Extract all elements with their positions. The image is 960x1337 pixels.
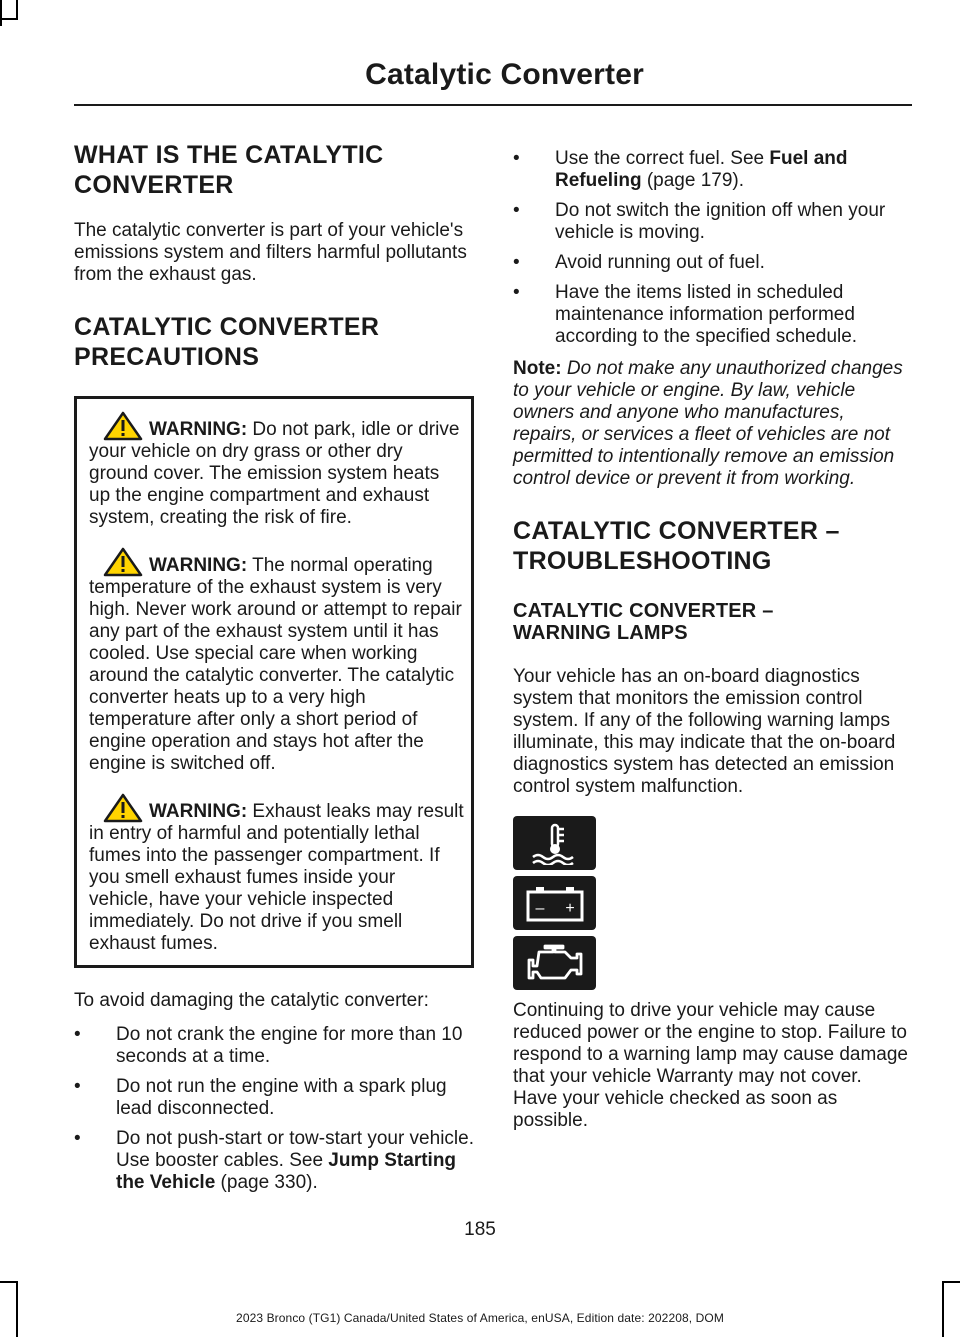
avoid-damage-intro: To avoid damaging the catalytic converter: xyxy=(74,990,429,1011)
battery-minus-label: – xyxy=(535,900,544,917)
section-body: The catalytic converter is part of your vehicle's emissions system and filters harmful pollutants from the exhaust gas. xyxy=(74,220,467,285)
warning-triangle-icon xyxy=(103,793,143,823)
page-header-title: Catalytic Converter xyxy=(365,58,644,91)
avoid-damage-list-continued xyxy=(513,148,910,348)
crop-mark xyxy=(0,0,2,26)
crop-mark xyxy=(942,1281,960,1283)
warning-item xyxy=(89,547,464,775)
crop-mark xyxy=(942,1281,944,1337)
battery-plus-label: + xyxy=(564,900,575,917)
note-text: Do not make any unauthorized changes to your vehicle or engine. By law, vehicle owners and anyone who manufactures, repairs, or services a fleet of vehicles are not permitted to intentionally remove an emission control device or prevent it from working. xyxy=(513,358,903,489)
closing-paragraph: Continuing to drive your vehicle may cause reduced power or the engine to stop. Failure to respond to a warning lamp may cause damage that your vehicle Warranty may not cover. Have your vehicle checked as soon as possible. xyxy=(513,1000,909,1131)
section-title-troubleshooting: CATALYTIC CONVERTER – TROUBLESHOOTING xyxy=(513,517,840,575)
list-item: • Have the items listed in scheduled maintenance information performed according to the specified schedule. xyxy=(513,282,910,348)
crop-mark xyxy=(16,1281,18,1337)
warning-label: WARNING: xyxy=(149,801,248,822)
avoid-damage-list xyxy=(74,1024,474,1194)
warning-lamps-intro: Your vehicle has an on-board diagnostics system that monitors the emission control system. If any of the following warning lamps illuminate, this may indicate that the on-board diagnostics system has detected an emission control system malfunction. xyxy=(513,666,896,797)
left-column xyxy=(74,140,474,1210)
right-column xyxy=(513,148,910,1148)
warning-label: WARNING: xyxy=(149,555,248,576)
list-item: • Use the correct fuel. See Fuel and Refueling (page 179). xyxy=(513,148,910,192)
page-number: 185 xyxy=(464,1219,496,1240)
list-item: • Do not switch the ignition off when your vehicle is moving. xyxy=(513,200,910,244)
warning-text: The normal operating temperature of the exhaust system is very high. Never work around or attempt to repair any part of the exhaust system until it has cooled. Use special care when working around the catalytic converter. The catalytic converter heats up to a very high temperature after only a short period of engine operation and stays hot after the engine is switched off. xyxy=(89,555,462,774)
warning-item xyxy=(89,793,464,955)
warning-label: WARNING: xyxy=(149,419,248,440)
list-item: • Avoid running out of fuel. xyxy=(513,252,910,274)
note-label: Note: xyxy=(513,358,562,379)
warning-lamp-icons xyxy=(513,816,910,990)
warning-triangle-icon xyxy=(103,411,143,441)
cross-reference-link[interactable]: Fuel and Refueling xyxy=(555,148,848,191)
check-engine-icon xyxy=(513,936,596,990)
warning-text: Do not park, idle or drive your vehicle on dry grass or other dry ground cover. The emission system heats up the engine compartment and exhaust system, creating the risk of fire. xyxy=(89,419,460,528)
section-title-precautions: CATALYTIC CONVERTER PRECAUTIONS xyxy=(74,313,380,371)
list-item: • Do not run the engine with a spark plug lead disconnected. xyxy=(74,1076,474,1120)
warning-text: Exhaust leaks may result in entry of harmful and potentially lethal fumes into the passenger compartment. If you smell exhaust fumes inside your vehicle, have your vehicle inspected immediately. Do not drive if you smell exhaust fumes. xyxy=(89,801,464,954)
coolant-temperature-icon xyxy=(513,816,596,870)
warning-triangle-icon xyxy=(103,547,143,577)
section-title-what-is: WHAT IS THE CATALYTIC CONVERTER xyxy=(74,141,384,199)
warning-item xyxy=(89,411,464,529)
edition-footer: 2023 Bronco (TG1) Canada/United States of America, enUSA, Edition date: 202208, DOM xyxy=(236,1311,724,1325)
list-item: • Do not push-start or tow-start your vehicle. Use booster cables. See Jump Starting the Vehicle (page 330). xyxy=(74,1128,474,1194)
cross-reference-link[interactable]: Jump Starting the Vehicle xyxy=(116,1150,457,1193)
crop-mark xyxy=(16,0,18,18)
subsection-title-warning-lamps: CATALYTIC CONVERTER – WARNING LAMPS xyxy=(513,600,774,644)
battery-icon xyxy=(513,876,596,930)
crop-mark xyxy=(0,18,18,20)
note xyxy=(513,358,910,490)
list-item: • Do not crank the engine for more than 10 seconds at a time. xyxy=(74,1024,474,1068)
header-divider xyxy=(74,104,912,106)
warning-box xyxy=(74,396,474,968)
